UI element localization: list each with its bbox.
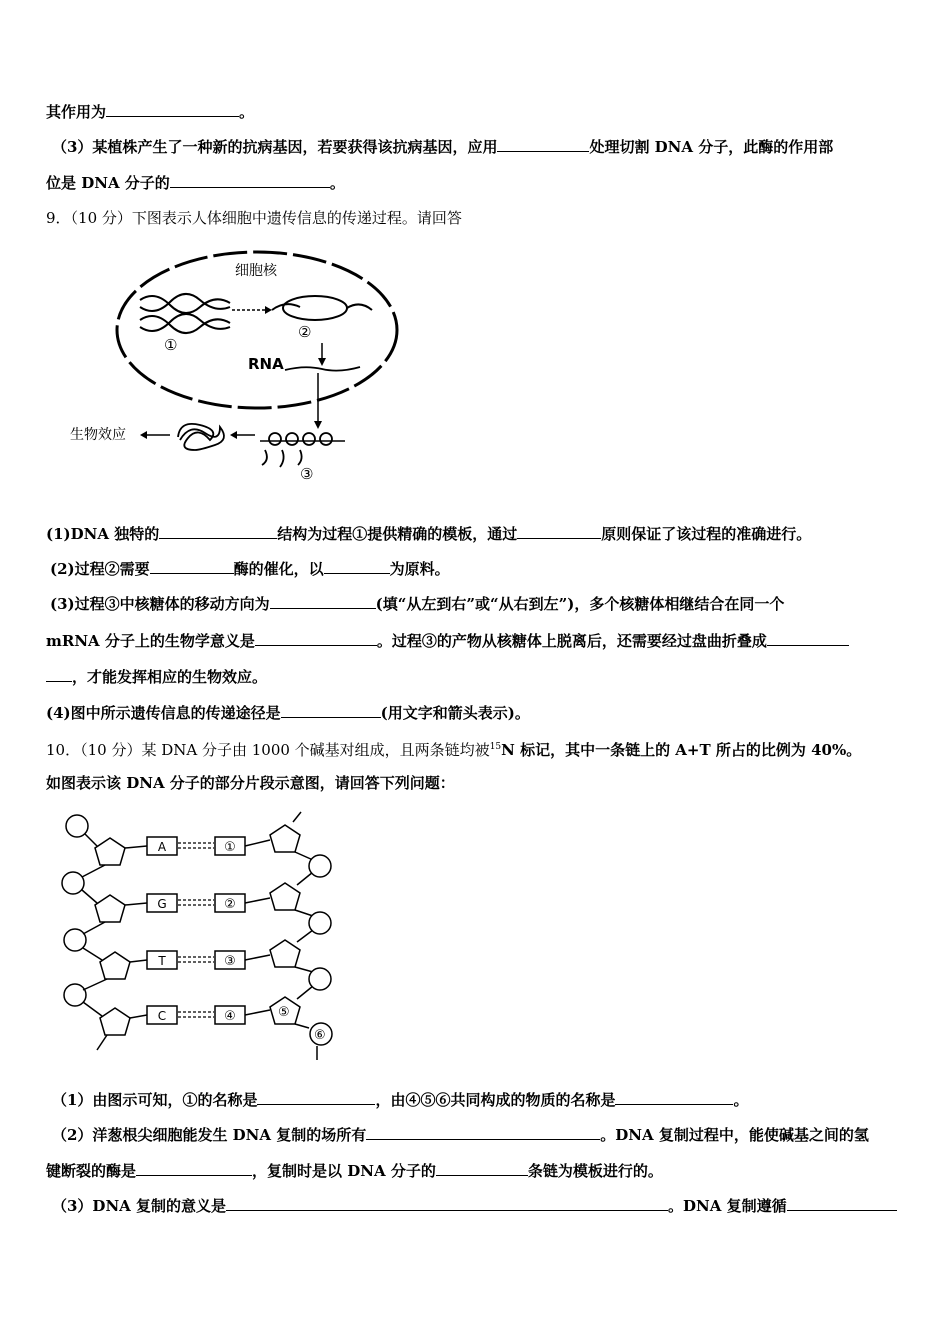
transcription-bubble-icon bbox=[272, 296, 372, 320]
base-label: C bbox=[157, 1009, 167, 1023]
answer-blank[interactable] bbox=[787, 1196, 897, 1211]
answer-blank[interactable] bbox=[324, 559, 390, 574]
phosphate-icon bbox=[66, 815, 88, 837]
num-label: ② bbox=[224, 897, 236, 912]
answer-blank[interactable] bbox=[46, 667, 72, 682]
deoxyribose-icon bbox=[100, 952, 130, 979]
rna-label: RNA bbox=[248, 355, 284, 373]
num-label: ① bbox=[224, 840, 236, 855]
deoxyribose-icon bbox=[270, 825, 300, 852]
gene-expression-figure bbox=[60, 245, 420, 485]
label-3: ③ bbox=[300, 465, 314, 483]
answer-blank[interactable] bbox=[257, 1090, 375, 1105]
answer-blank[interactable] bbox=[517, 524, 601, 539]
deoxyribose-icon bbox=[270, 883, 300, 910]
phosphate-icon bbox=[309, 855, 331, 877]
q10-part-2-cont: 键断裂的酶是 ，复制时是以 DNA 分子的 条链为模板进行的。 bbox=[46, 1162, 663, 1180]
answer-blank[interactable] bbox=[106, 102, 239, 117]
deoxyribose-icon bbox=[95, 838, 125, 865]
q9-part-3: (3)过程③中核糖体的移动方向为 (填“从左到右”或“从右到左”)，多个核糖体相继结合在同一个 bbox=[50, 595, 785, 613]
phosphate-icon bbox=[64, 929, 86, 951]
answer-blank[interactable] bbox=[281, 703, 381, 718]
q8-line-3: 位是 DNA 分子的 。 bbox=[46, 174, 345, 192]
phosphate-icon bbox=[309, 968, 331, 990]
q9-title: 9．（10 分）下图表示人体细胞中遗传信息的传递过程。请回答 bbox=[46, 209, 462, 227]
answer-blank[interactable] bbox=[497, 137, 589, 152]
biological-effect-label: 生物效应 bbox=[70, 427, 126, 443]
label-6: ⑥ bbox=[314, 1028, 326, 1043]
answer-blank[interactable] bbox=[150, 559, 234, 574]
q10-part-3: （3）DNA 复制的意义是 。DNA 复制遵循 bbox=[52, 1196, 897, 1216]
q10-title-2: 如图表示该 DNA 分子的部分片段示意图，请回答下列问题： bbox=[46, 774, 455, 792]
q9-part-2: (2)过程②需要 酶的催化，以 为原料。 bbox=[50, 560, 450, 578]
label-5: ⑤ bbox=[278, 1005, 290, 1020]
base-label: A bbox=[157, 840, 167, 854]
q10-title: 10．（10 分）某 DNA 分子由 1000 个碱基对组成，且两条链均被$^{15}$N 标记，其中一条链上的 A+T 所占的比例为 40%。 bbox=[46, 741, 862, 759]
q8-line-1: 其作用为 。 bbox=[46, 103, 255, 121]
nucleus-label: 细胞核 bbox=[235, 263, 277, 279]
deoxyribose-icon bbox=[100, 1008, 130, 1035]
deoxyribose-icon bbox=[95, 895, 125, 922]
answer-blank[interactable] bbox=[436, 1161, 528, 1176]
q9-part-3-cont: mRNA 分子上的生物学意义是 。过程③的产物从核糖体上脱离后，还需要经过盘曲折叠成 bbox=[46, 631, 849, 651]
q9-part-4: (4)图中所示遗传信息的传递途径是 (用文字和箭头表示)。 bbox=[46, 704, 530, 722]
q8-l1-text: 其作用为 bbox=[46, 103, 107, 121]
q9-part-1: (1)DNA 独特的 结构为过程①提供精确的模板，通过 原则保证了该过程的准确进行。 bbox=[46, 525, 812, 543]
answer-blank[interactable] bbox=[136, 1161, 252, 1176]
answer-blank[interactable] bbox=[226, 1196, 668, 1211]
answer-blank[interactable] bbox=[767, 631, 849, 646]
base-label: T bbox=[158, 954, 166, 968]
answer-blank[interactable] bbox=[170, 173, 330, 188]
label-2: ② bbox=[298, 323, 312, 341]
answer-blank[interactable] bbox=[255, 631, 377, 646]
answer-blank[interactable] bbox=[270, 594, 376, 609]
ribosome-icon bbox=[262, 433, 332, 467]
phosphate-icon bbox=[309, 912, 331, 934]
phosphate-icon bbox=[62, 872, 84, 894]
base-label: G bbox=[157, 897, 167, 911]
deoxyribose-icon bbox=[270, 940, 300, 967]
answer-blank[interactable] bbox=[615, 1090, 733, 1105]
num-label: ③ bbox=[224, 954, 236, 969]
answer-blank[interactable] bbox=[159, 524, 277, 539]
dna-fragment-figure bbox=[55, 810, 345, 1060]
answer-blank[interactable] bbox=[366, 1125, 600, 1140]
q8-line-2: （3）某植株产生了一种新的抗病基因，若要获得该抗病基因，应用 处理切割 DNA 分子，此酶的作用部 bbox=[52, 138, 834, 156]
dna-helix-icon bbox=[140, 294, 230, 333]
label-1: ① bbox=[164, 336, 178, 354]
q9-part-3-end: ，才能发挥相应的生物效应。 bbox=[46, 667, 267, 687]
q10-part-1: （1）由图示可知，①的名称是 ，由④⑤⑥共同构成的物质的名称是 。 bbox=[52, 1091, 749, 1109]
num-label: ④ bbox=[224, 1009, 236, 1024]
protein-icon bbox=[178, 424, 224, 450]
q10-part-2: （2）洋葱根尖细胞能发生 DNA 复制的场所有 。DNA 复制过程中，能使碱基之间的氢 bbox=[52, 1126, 869, 1144]
rna-strand bbox=[285, 367, 360, 371]
